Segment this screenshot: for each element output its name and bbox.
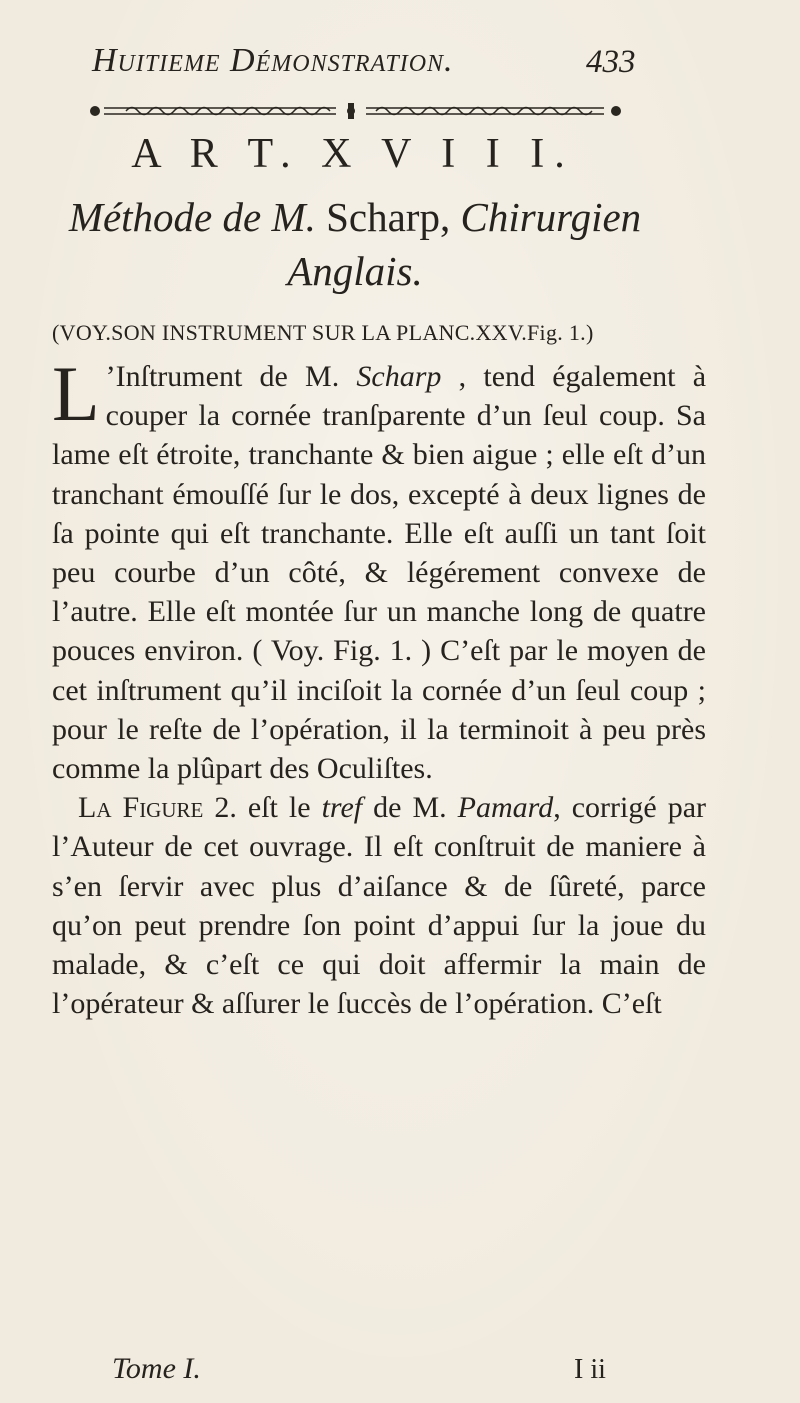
p1-text-b: , tend également à couper la cornée tranſparente d’un ſeul coup. Sa lame eſt étroite, tranchante & bien aigue ; elle eſt d’un tranchant émouſſé ſur le dos, excepté à deux lignes de ſa pointe qui eſt tranchante. Elle eſt auſſi un tant ſoit peu courbe d’un côté, & légérement convexe de l’autre. Elle eſt montée ſur un manche long de quatre pouces environ. ( Voy. Fig. 1. ) C’eſt par le moyen de cet inſtrument qu’il inciſoit la cornée d’un ſeul coup ; pour le reſte de l’opération, il la terminoit à peu près comme la plûpart des Oculiſtes. <box>52 360 707 786</box>
body-text <box>52 350 707 1023</box>
drop-cap: L <box>52 350 100 437</box>
title-part-2: Chirurgien <box>460 194 642 240</box>
ornamental-rule <box>86 100 628 122</box>
title-part-3: Anglais. <box>287 248 423 294</box>
paragraph-1 <box>52 350 707 788</box>
p2-text-b: de M. <box>373 791 447 825</box>
title-name: Scharp <box>326 194 440 240</box>
page-number: 433 <box>586 44 636 80</box>
p2-text-c: , corrigé par l’Auteur de cet ouvrage. Il eſt conſtruit de maniere à s’en ſervir avec plus d’aiſance & de ſûreté, parce qu’on peut prendre ſon point d’appui ſur la joue du malade, & c’eſt ce qui doit affermir la main de l’opérateur & aſſurer le ſuccès de l’opération. C’eſt <box>52 791 706 1021</box>
p1-name: Scharp <box>356 360 442 393</box>
article-heading: A R T. X V I I I. <box>131 131 575 177</box>
title-separator: , <box>439 194 451 240</box>
volume-mark: Tome I. <box>112 1352 201 1385</box>
p1-text-a: ’Inſtrument de M. <box>105 360 340 393</box>
plate-reference: (VOY.SON INSTRUMENT SUR LA PLANC.XXV.Fig. 1.) <box>52 320 594 345</box>
p2-name: Pamard <box>457 791 554 825</box>
p2-tref: tref <box>321 791 363 825</box>
title-part-1: Méthode de M. <box>68 194 316 240</box>
p2-lead: La Figure 2. <box>78 791 237 825</box>
signature-mark: I ii <box>574 1354 606 1385</box>
running-head: Huitieme Démonstration. <box>92 42 454 79</box>
p2-text-a: eſt le <box>247 791 311 825</box>
paragraph-2 <box>52 788 706 1023</box>
section-title <box>0 190 710 298</box>
